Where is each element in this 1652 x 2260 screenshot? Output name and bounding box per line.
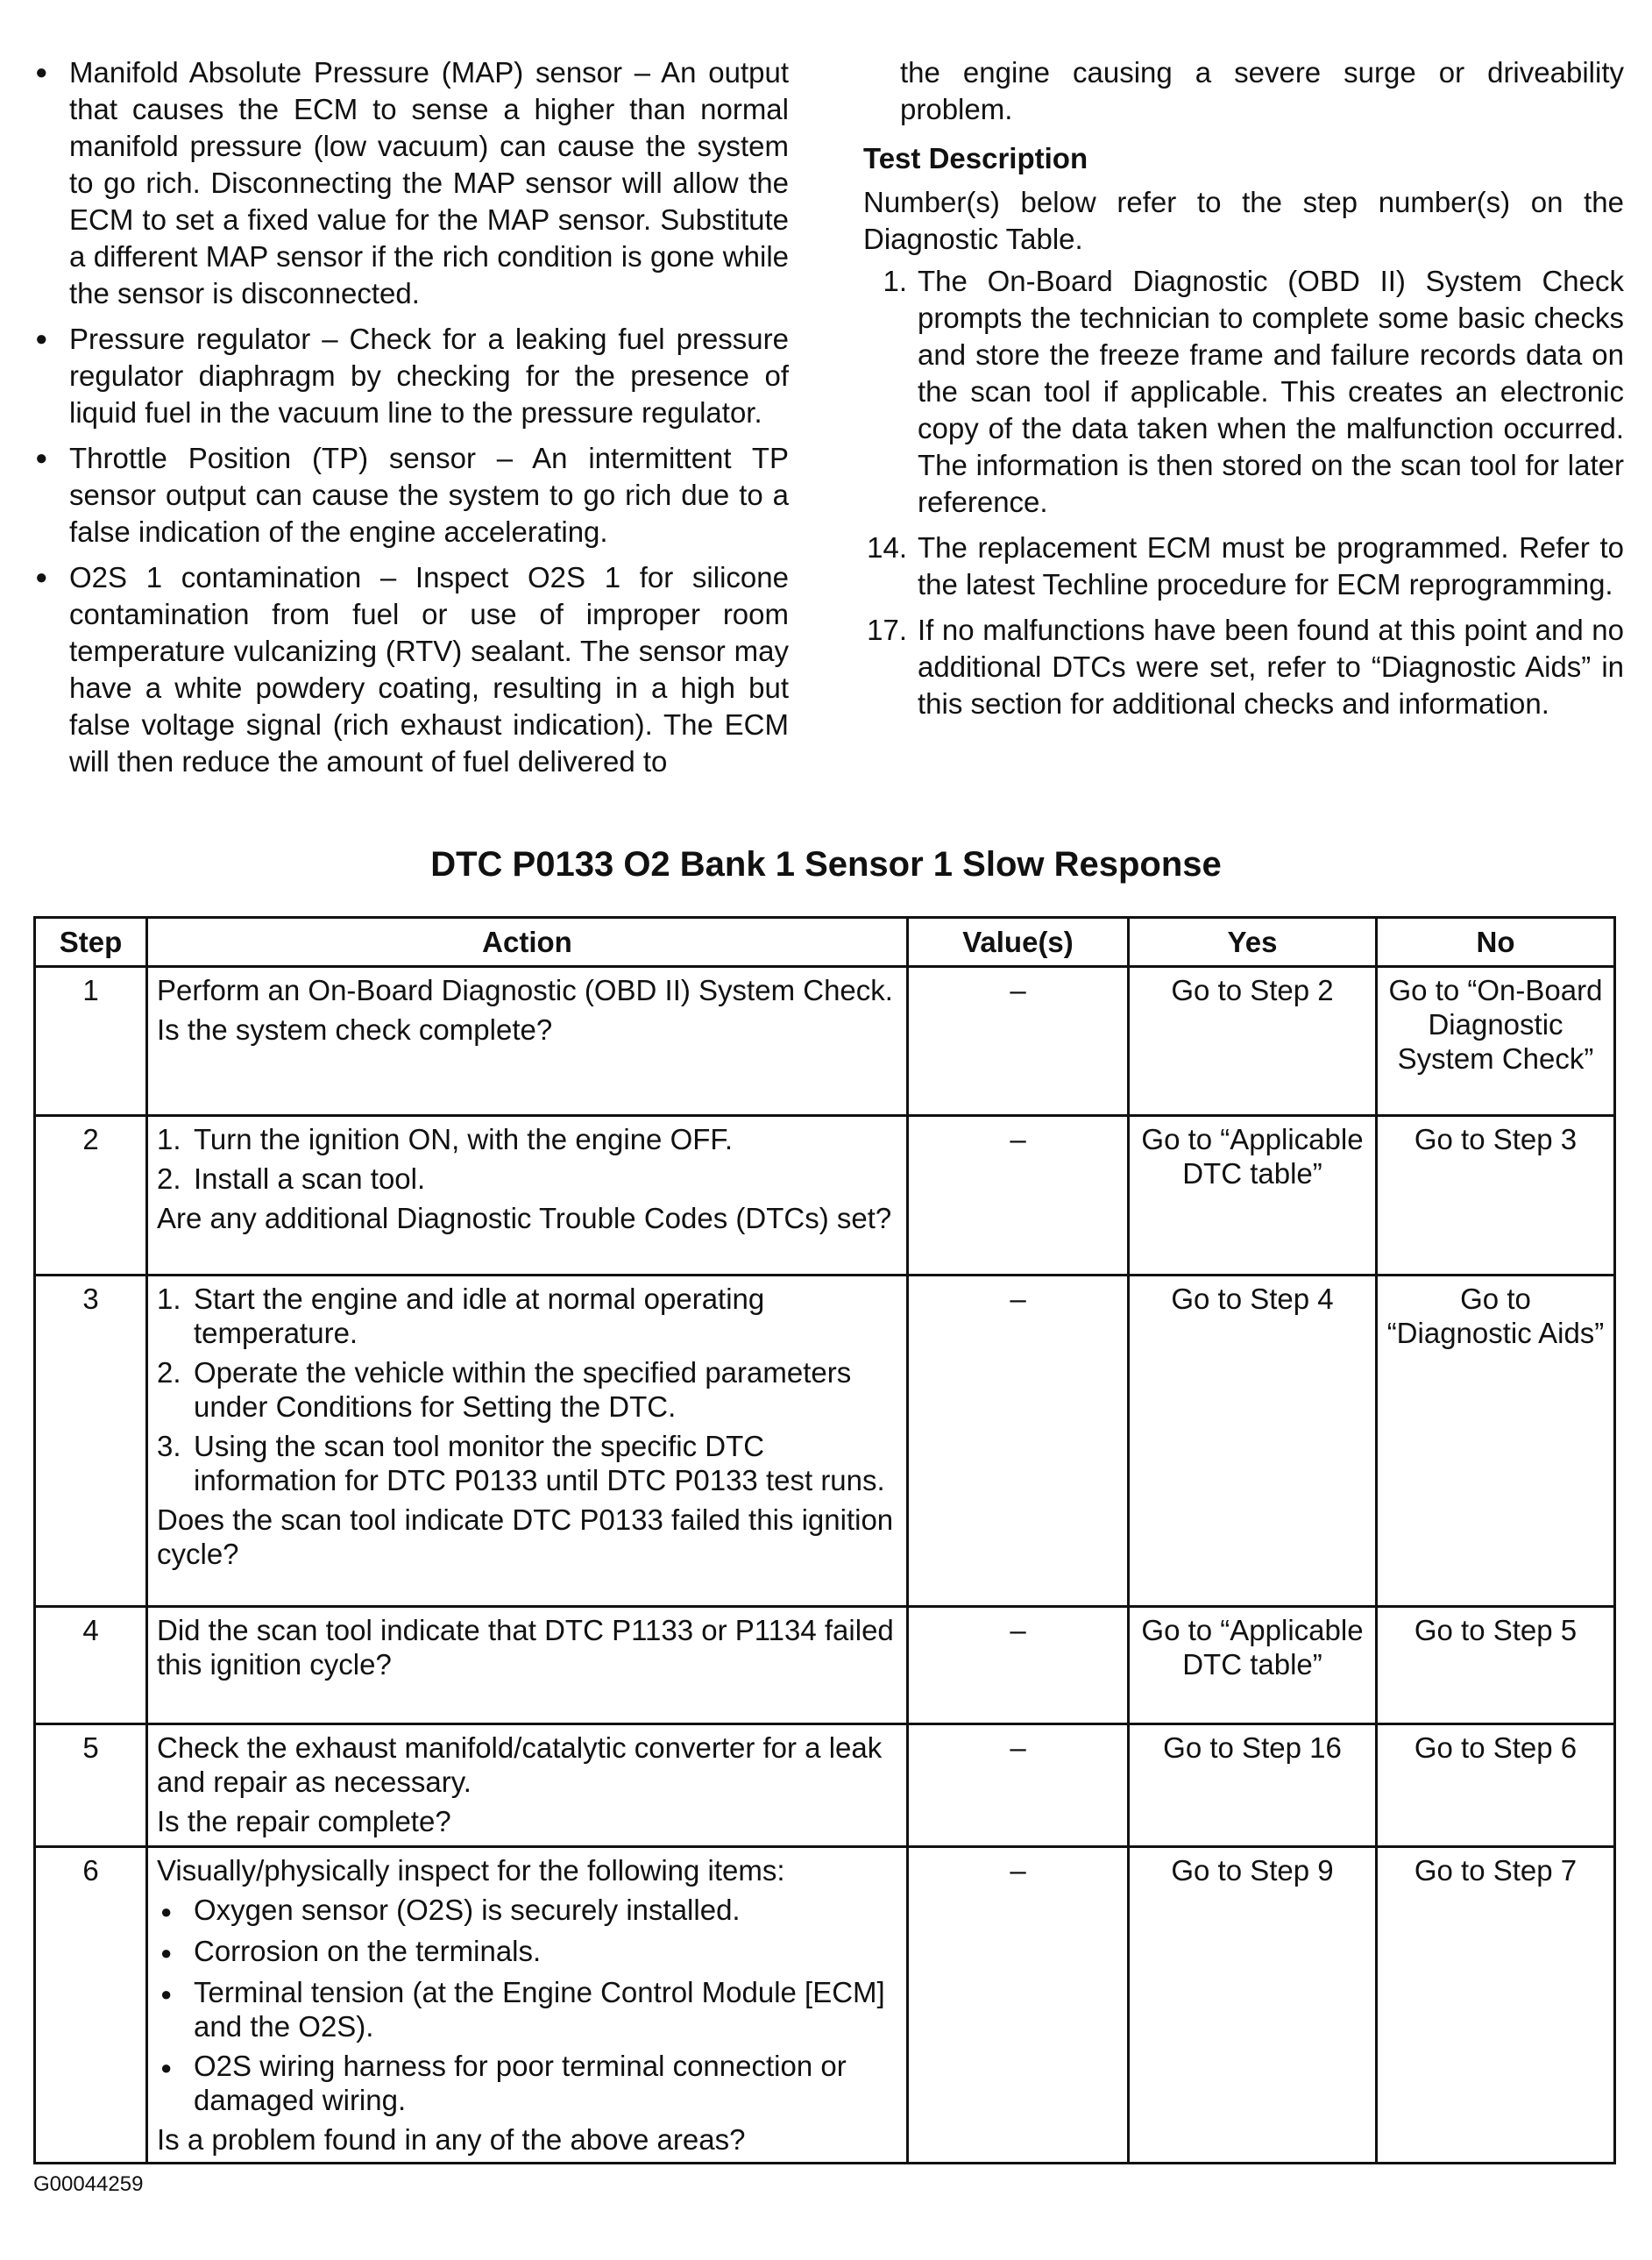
bullet-dot-icon: ● xyxy=(160,1901,173,1922)
action-bullet xyxy=(157,1975,897,2043)
bullet-o2s-contamination: ● O2S 1 contamination – Inspect O2S 1 for silicone contamination from fuel or use of improper room temperature vulcanizing (RTV) sealant. The sensor may have a white powdery coating, resulting in a high but false voltage signal (rich exhaust indication). The ECM will then reduce the amount of fuel delivered to xyxy=(33,559,789,780)
header-no: No xyxy=(1377,918,1615,967)
no-cell: Go to Step 3 xyxy=(1377,1116,1615,1276)
test-description-intro: Number(s) below refer to the step number(s) on the Diagnostic Table. xyxy=(863,186,1624,255)
table-header-row xyxy=(35,918,1615,967)
action-step xyxy=(157,1122,897,1156)
action-step-number: 1. xyxy=(157,1123,181,1155)
value-cell: – xyxy=(908,1116,1129,1276)
test-description-item xyxy=(863,529,1624,603)
header-yes: Yes xyxy=(1129,918,1377,967)
left-column xyxy=(33,54,789,789)
action-bullet xyxy=(157,1934,897,1970)
item-number: 1. xyxy=(883,265,907,297)
right-column xyxy=(863,54,1624,789)
action-step xyxy=(157,1355,897,1424)
action-cell xyxy=(147,1276,908,1607)
bullet-tp-sensor: ● Throttle Position (TP) sensor – An intermittent TP sensor output can cause the system to go rich due to a false indication of the engine accelerating. xyxy=(33,440,789,551)
no-cell: Go to Step 6 xyxy=(1377,1724,1615,1847)
action-step-number: 3. xyxy=(157,1430,181,1462)
table-row xyxy=(35,1607,1615,1724)
no-cell: Go to Step 5 xyxy=(1377,1607,1615,1724)
header-step: Step xyxy=(35,918,147,967)
table-row xyxy=(35,1116,1615,1276)
table-row xyxy=(35,1847,1615,2164)
step-number: 6 xyxy=(35,1847,147,2164)
table-row xyxy=(35,1276,1615,1607)
action-bullet xyxy=(157,2049,897,2117)
item-text: The replacement ECM must be programmed. Refer to the latest Techline procedure for ECM reprogramming. xyxy=(918,531,1624,601)
action-text: Perform an On-Board Diagnostic (OBD II) System Check. xyxy=(157,974,893,1006)
action-bullet-text: O2S wiring harness for poor terminal connection or damaged wiring. xyxy=(194,2050,847,2116)
action-cell xyxy=(147,1724,908,1847)
diagnostic-bullet-list xyxy=(33,54,789,780)
action-step-text: Operate the vehicle within the specified parameters under Conditions for Setting the DTC. xyxy=(194,1356,852,1423)
action-step xyxy=(157,1282,897,1350)
action-step xyxy=(157,1162,897,1196)
step-number: 5 xyxy=(35,1724,147,1847)
bullet-continuation: the engine causing a severe surge or driveability problem. xyxy=(900,56,1624,125)
test-description-list xyxy=(863,263,1624,722)
yes-cell: Go to “Applicable DTC table” xyxy=(1129,1116,1377,1276)
action-step xyxy=(157,1429,897,1497)
item-number: 14. xyxy=(867,531,907,564)
no-cell: Go to Step 7 xyxy=(1377,1847,1615,2164)
action-question: Are any additional Diagnostic Trouble Codes (DTCs) set? xyxy=(157,1202,892,1234)
action-step-text: Using the scan tool monitor the specific DTC information for DTC P0133 until DTC P0133 test runs. xyxy=(194,1430,885,1496)
action-cell xyxy=(147,1116,908,1276)
table-title: DTC P0133 O2 Bank 1 Sensor 1 Slow Response xyxy=(430,845,1222,884)
yes-cell: Go to Step 2 xyxy=(1129,967,1377,1116)
bullet-dot-icon: ● xyxy=(160,1983,173,2005)
item-number: 17. xyxy=(867,614,907,646)
value-cell: – xyxy=(908,1724,1129,1847)
action-question: Does the scan tool indicate DTC P0133 failed this ignition cycle? xyxy=(157,1503,894,1570)
bullet-dot-icon: ● xyxy=(160,1942,173,1964)
bullet-pressure-regulator: ● Pressure regulator – Check for a leaking fuel pressure regulator diaphragm by checking for the presence of liquid fuel in the vacuum line to the pressure regulator. xyxy=(33,321,789,431)
action-step-number: 1. xyxy=(157,1283,181,1315)
item-text: If no malfunctions have been found at this point and no additional DTCs were set, refer to “Diagnostic Aids” in this section for additional checks and information. xyxy=(918,614,1624,720)
bullet-dot-icon: ● xyxy=(160,2057,173,2079)
table-row xyxy=(35,967,1615,1116)
yes-cell: Go to Step 4 xyxy=(1129,1276,1377,1607)
action-text: Visually/physically inspect for the following items: xyxy=(157,1854,785,1887)
action-step-text: Turn the ignition ON, with the engine OFF. xyxy=(194,1123,734,1155)
item-text: The On-Board Diagnostic (OBD II) System Check prompts the technician to complete some basic checks and store the freeze frame and failure records data on the scan tool if applicable. This creates an electronic copy of the data taken when the malfunction occurred. The information is then stored on the scan tool for later reference. xyxy=(918,265,1624,518)
value-cell: – xyxy=(908,967,1129,1116)
step-number: 2 xyxy=(35,1116,147,1276)
test-description-heading: Test Description xyxy=(863,142,1088,174)
action-question: Is the repair complete? xyxy=(157,1805,451,1837)
text-columns xyxy=(33,54,1624,789)
action-bullet-text: Terminal tension (at the Engine Control Module [ECM] and the O2S). xyxy=(194,1976,885,2043)
value-cell: – xyxy=(908,1607,1129,1724)
dtc-diagnostic-table xyxy=(33,916,1616,2164)
header-values: Value(s) xyxy=(908,918,1129,967)
step-number: 1 xyxy=(35,967,147,1116)
no-cell: Go to “Diagnostic Aids” xyxy=(1377,1276,1615,1607)
action-bullet-text: Corrosion on the terminals. xyxy=(194,1935,542,1967)
action-step-text: Install a scan tool. xyxy=(194,1162,426,1195)
step-number: 4 xyxy=(35,1607,147,1724)
action-question: Is the system check complete? xyxy=(157,1013,553,1046)
figure-code: G00044259 xyxy=(33,2172,144,2196)
action-bullet xyxy=(157,1893,897,1929)
action-bullet-text: Oxygen sensor (O2S) is securely installed. xyxy=(194,1894,741,1926)
action-question: Is a problem found in any of the above areas? xyxy=(157,2123,746,2156)
action-step-number: 2. xyxy=(157,1356,181,1389)
value-cell: – xyxy=(908,1847,1129,2164)
yes-cell: Go to Step 9 xyxy=(1129,1847,1377,2164)
step-number: 3 xyxy=(35,1276,147,1607)
action-cell xyxy=(147,1607,908,1724)
action-step-text: Start the engine and idle at normal operating temperature. xyxy=(194,1283,765,1349)
header-action: Action xyxy=(147,918,908,967)
action-cell xyxy=(147,967,908,1116)
value-cell: – xyxy=(908,1276,1129,1607)
yes-cell: Go to “Applicable DTC table” xyxy=(1129,1607,1377,1724)
action-cell xyxy=(147,1847,908,2164)
test-description-item xyxy=(863,263,1624,521)
test-description-item xyxy=(863,612,1624,722)
action-step-number: 2. xyxy=(157,1162,181,1195)
action-text: Check the exhaust manifold/catalytic converter for a leak and repair as necessary. xyxy=(157,1731,883,1798)
table-row xyxy=(35,1724,1615,1847)
action-question: Did the scan tool indicate that DTC P1133 or P1134 failed this ignition cycle? xyxy=(157,1614,894,1681)
no-cell: Go to “On-Board Diagnostic System Check” xyxy=(1377,967,1615,1116)
bullet-map-sensor: ● Manifold Absolute Pressure (MAP) sensor – An output that causes the ECM to sense a higher than normal manifold pressure (low vacuum) can cause the system to go rich. Disconnecting the MAP sensor will allow the ECM to set a fixed value for the MAP sensor. Substitute a different MAP sensor if the rich condition is gone while the sensor is disconnected. xyxy=(33,54,789,312)
yes-cell: Go to Step 16 xyxy=(1129,1724,1377,1847)
